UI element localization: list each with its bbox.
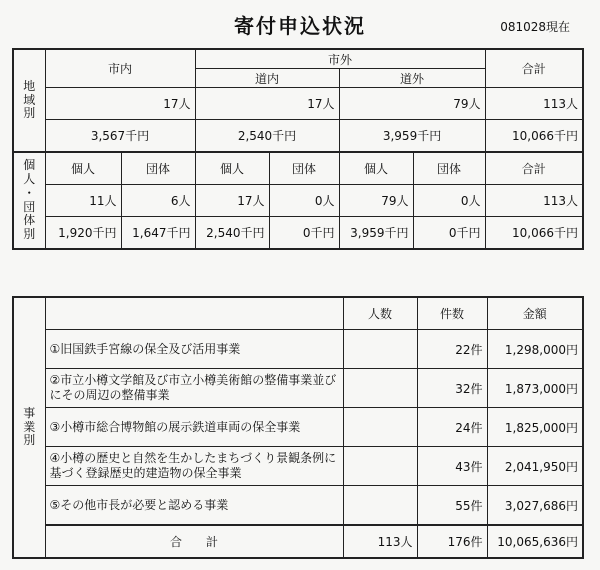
project-name: ④小樽の歴史と自然を生かしたまちづくり景観条例に基づく登録歴史的建造物の保全事業 [45,447,343,486]
region-label: 地 域 別 [13,49,45,152]
type-amount: 1,920千円 [45,217,121,250]
project-count: 22件 [417,330,487,369]
header-region-total: 合計 [485,49,583,88]
type-persons: 113人 [485,185,583,217]
header-shinai: 市内 [45,49,195,88]
type-amount: 0千円 [413,217,485,250]
project-name: ①旧国鉄手宮線の保全及び活用事業 [45,330,343,369]
region-persons-dougai: 79人 [339,88,485,120]
project-name: ③小樽市総合博物館の展示鉄道車両の保全事業 [45,408,343,447]
project-amount: 1,825,000円 [487,408,583,447]
type-header: 個人 [195,152,269,185]
type-persons: 79人 [339,185,413,217]
type-header: 個人 [339,152,413,185]
project-count: 43件 [417,447,487,486]
table-row [13,447,583,486]
region-persons-shinai: 17人 [45,88,195,120]
type-label: 個 人 ・ 団 体 別 [13,152,45,249]
region-amount-total: 10,066千円 [485,120,583,153]
type-header: 団体 [413,152,485,185]
table-row [13,408,583,447]
type-amount: 1,647千円 [121,217,195,250]
project-label: 事 業 別 [13,297,45,558]
header-amount: 金額 [487,297,583,330]
type-persons: 17人 [195,185,269,217]
total-people: 113人 [343,525,417,558]
region-amount-dougai: 3,959千円 [339,120,485,153]
total-amount: 10,065,636円 [487,525,583,558]
project-count: 55件 [417,486,487,526]
type-amount: 0千円 [269,217,339,250]
type-amount: 3,959千円 [339,217,413,250]
type-amount: 10,066千円 [485,217,583,250]
project-amount: 1,298,000円 [487,330,583,369]
type-header: 合計 [485,152,583,185]
type-header: 団体 [121,152,195,185]
type-persons: 6人 [121,185,195,217]
project-people [343,330,417,369]
page-title: 寄付申込状況 [234,14,366,38]
project-count: 24件 [417,408,487,447]
project-amount: 3,027,686円 [487,486,583,526]
type-header: 個人 [45,152,121,185]
region-persons-total: 113人 [485,88,583,120]
type-amount: 2,540千円 [195,217,269,250]
header-dougai: 道外 [339,69,485,88]
header-dounai: 道内 [195,69,339,88]
project-people [343,408,417,447]
project-people [343,486,417,526]
type-persons: 0人 [269,185,339,217]
header-count: 件数 [417,297,487,330]
region-type-table [12,48,584,250]
table-row [13,330,583,369]
table-row [13,369,583,408]
region-amount-dounai: 2,540千円 [195,120,339,153]
project-name: ⑤その他市長が必要と認める事業 [45,486,343,526]
type-persons: 11人 [45,185,121,217]
type-persons: 0人 [413,185,485,217]
project-name: ②市立小樽文学館及び市立小樽美術館の整備事業並びにその周辺の整備事業 [45,369,343,408]
region-amount-shinai: 3,567千円 [45,120,195,153]
table-row [13,486,583,526]
total-label: 合 計 [45,525,343,558]
project-count: 32件 [417,369,487,408]
project-table [12,296,584,559]
total-row [13,525,583,558]
project-amount: 2,041,950円 [487,447,583,486]
total-count: 176件 [417,525,487,558]
project-people [343,369,417,408]
region-persons-dounai: 17人 [195,88,339,120]
project-amount: 1,873,000円 [487,369,583,408]
header-blank [45,297,343,330]
project-people [343,447,417,486]
type-header: 団体 [269,152,339,185]
header-people: 人数 [343,297,417,330]
header-shigai: 市外 [195,49,485,69]
as-of-date: 081028現在 [500,20,570,34]
